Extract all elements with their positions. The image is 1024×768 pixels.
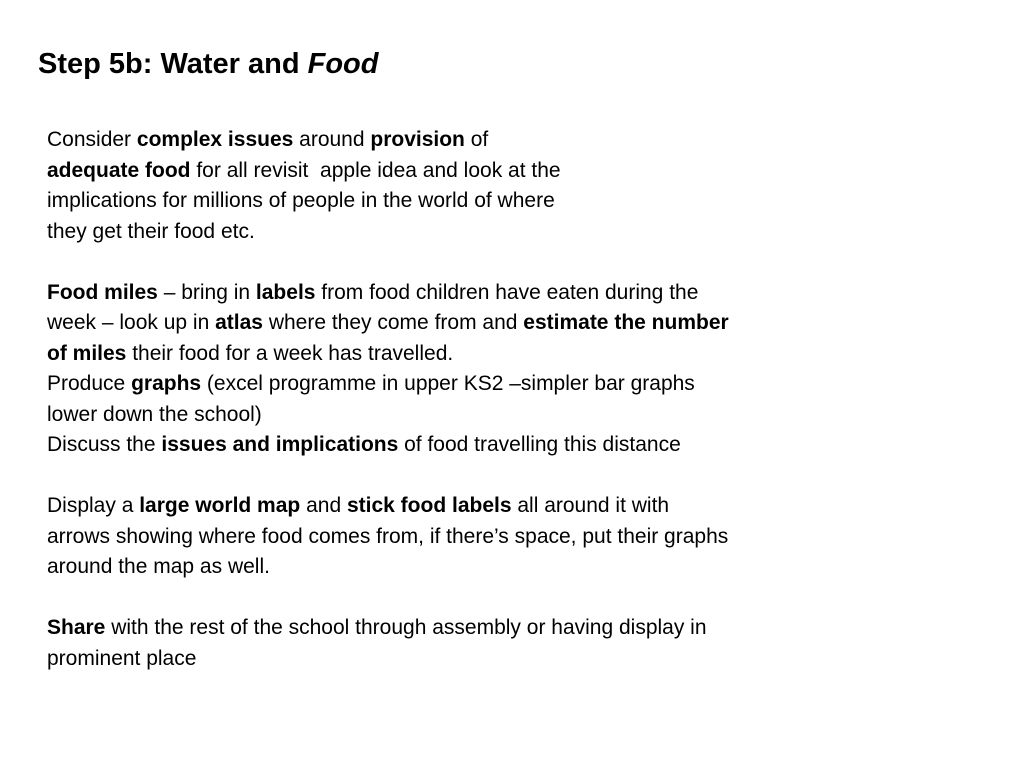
body-line	[47, 430, 897, 461]
bold-phrase: large world map	[139, 494, 301, 517]
body-line	[47, 491, 897, 522]
text-run: arrows showing where food comes from, if there’s space, put their graphs	[47, 524, 729, 548]
text-run: – bring in	[157, 280, 256, 304]
text-run: around	[293, 128, 371, 151]
body-line	[47, 644, 897, 675]
text-run: and	[300, 494, 347, 517]
text-run: lower down the school)	[47, 402, 262, 426]
text-run: of	[464, 128, 489, 151]
text-run: (excel programme in upper KS2 –simpler bar graphs	[201, 372, 695, 395]
bold-phrase: complex issues	[136, 128, 294, 151]
text-run: prominent place	[47, 646, 197, 670]
text-run: Discuss the	[47, 433, 162, 456]
body-line	[47, 613, 897, 644]
text-run: Consider	[47, 128, 137, 151]
paragraph-gap	[47, 461, 897, 492]
text-run: of food travelling this distance	[398, 433, 681, 456]
text-run: with the rest of the school through assembly or having display in	[105, 616, 707, 639]
paragraph-gap	[47, 583, 897, 614]
bold-phrase: issues and implications	[161, 433, 399, 456]
bold-phrase: atlas	[215, 311, 263, 334]
bold-phrase: Food miles	[47, 280, 158, 304]
body-line	[47, 339, 897, 370]
title-italic: Food	[307, 48, 379, 80]
text-run: they get their food etc.	[47, 219, 255, 243]
body-line	[47, 369, 897, 400]
text-run: Produce	[47, 372, 132, 395]
body-line	[47, 156, 897, 187]
slide-title	[38, 44, 378, 84]
text-run: implications for millions of people in the world of where	[47, 189, 555, 212]
bold-phrase: estimate the number	[523, 311, 729, 334]
text-run: around the map as well.	[47, 555, 270, 578]
text-run: from food children have eaten during the	[315, 280, 699, 304]
body-line	[47, 552, 897, 583]
body-line	[47, 125, 897, 156]
body-line	[47, 308, 897, 339]
text-run: their food for a week has travelled.	[126, 341, 454, 365]
body-line	[47, 278, 897, 309]
bold-phrase: provision	[370, 128, 465, 151]
body-line	[47, 400, 897, 431]
bold-phrase: of miles	[47, 341, 127, 365]
body-line	[47, 186, 897, 217]
text-run: Display a	[47, 494, 140, 517]
bold-phrase: stick food labels	[346, 494, 512, 517]
text-run: all around it with	[511, 494, 670, 517]
slide-body	[47, 125, 897, 674]
text-run: where they come from and	[262, 311, 524, 334]
bold-phrase: labels	[255, 280, 316, 304]
paragraph-gap	[47, 247, 897, 278]
body-line	[47, 522, 897, 553]
title-prefix: Step 5b: Water and	[38, 48, 308, 80]
text-run: week – look up in	[47, 311, 216, 334]
bold-phrase: graphs	[131, 372, 202, 395]
text-run: for all revisit apple idea and look at the	[190, 158, 561, 182]
bold-phrase: adequate food	[47, 158, 191, 182]
body-line	[47, 217, 897, 248]
bold-phrase: Share	[47, 616, 106, 639]
